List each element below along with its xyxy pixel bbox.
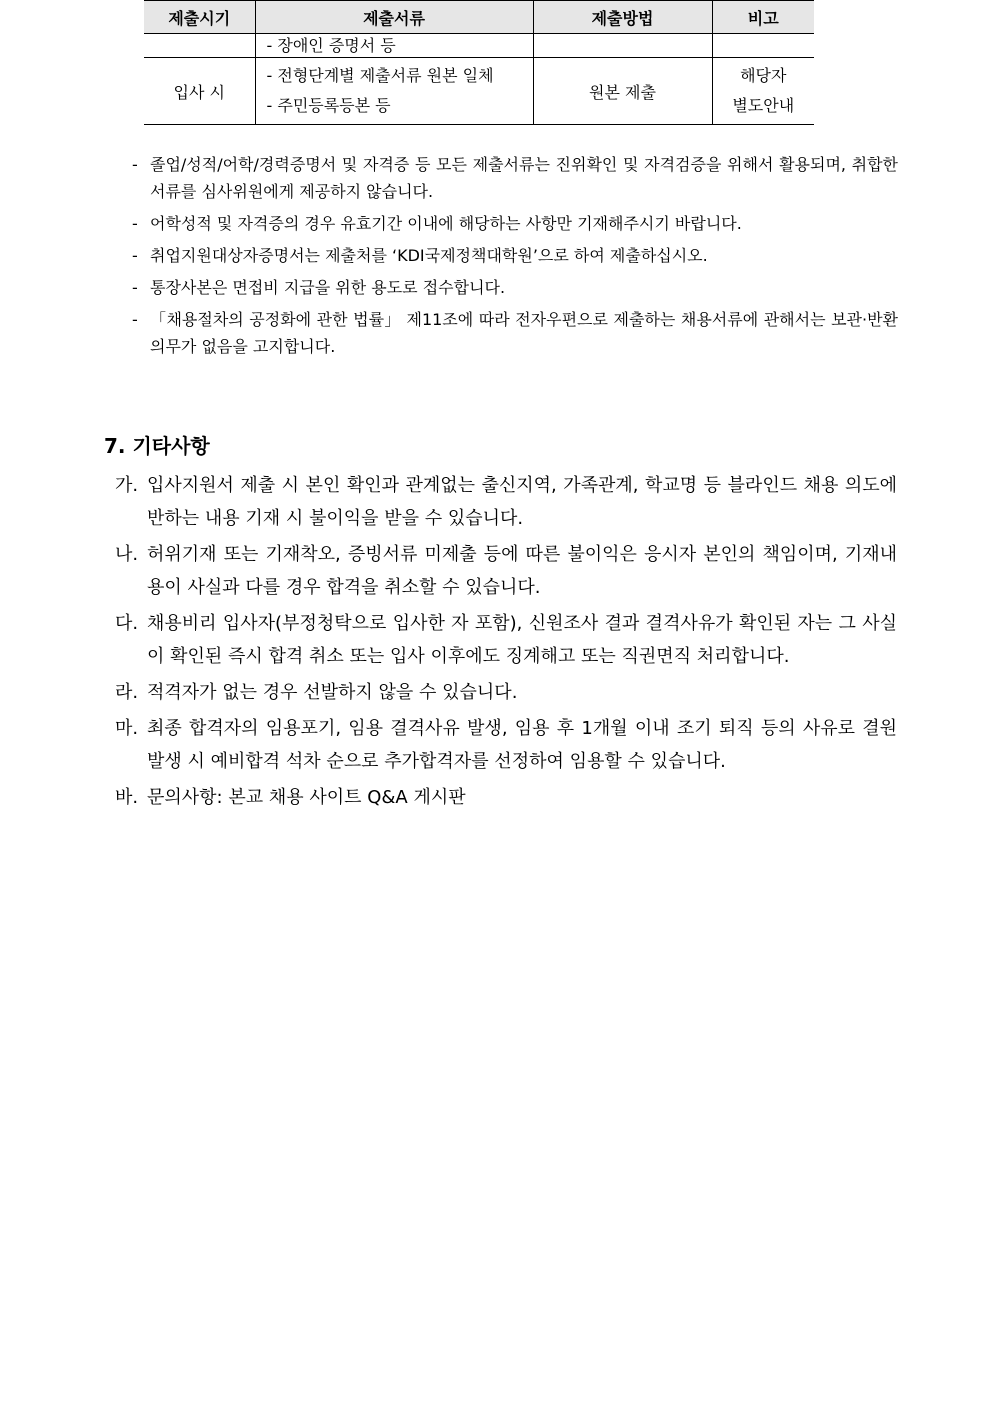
table-row [144,34,814,58]
header-documents: 제출서류 [255,1,533,34]
item-text: 입사지원서 제출 시 본인 확인과 관계없는 출신지역, 가족관계, 학교명 등 블라인드 채용 의도에 반하는 내용 기재 시 불이익을 받을 수 있습니다. [147,475,897,529]
cell-method [533,34,712,58]
section-title: 7. 기타사항 [104,434,210,458]
document-item: - 전형단계별 제출서류 원본 일체 [266,66,494,85]
cell-note [712,58,814,125]
notes-list [132,151,898,365]
header-method: 제출방법 [533,1,712,34]
cell-documents [255,34,533,58]
cell-note [712,34,814,58]
item-marker: 바. [115,787,139,808]
dash-bullet: - [132,246,138,265]
list-item [115,607,897,673]
list-item [115,538,897,604]
list-item [115,712,897,778]
list-item [115,781,897,814]
dash-bullet: - [132,214,138,233]
submission-documents-table [144,0,814,125]
note-item [132,306,898,360]
item-text: 적격자가 없는 경우 선발하지 않을 수 있습니다. [147,682,518,703]
note-item [132,151,898,205]
item-marker: 나. [115,544,139,565]
item-text: 채용비리 입사자(부정청탁으로 입사한 자 포함), 신원조사 결과 결격사유가 확인된 자는 그 사실이 확인된 즉시 합격 취소 또는 입사 이후에도 징계해고 또는 직권면직 처리합니다. [147,613,897,667]
note-text: 통장사본은 면접비 지급을 위한 용도로 접수합니다. [150,278,506,297]
header-note: 비고 [712,1,814,34]
item-text: 허위기재 또는 기재착오, 증빙서류 미제출 등에 따른 불이익은 응시자 본인의 책임이며, 기재내용이 사실과 다를 경우 합격을 취소할 수 있습니다. [147,544,897,598]
table-row [144,58,814,125]
note-item [132,242,898,269]
note-text: 취업지원대상자증명서는 제출처를 ‘KDI국제정책대학원’으로 하여 제출하십시오. [150,246,708,265]
document-item: - 장애인 증명서 등 [266,35,396,55]
cell-timing [144,34,255,58]
note-line: 해당자 [740,66,787,85]
document-item: - 주민등록등본 등 [266,96,391,115]
note-text: 어학성적 및 자격증의 경우 유효기간 이내에 해당하는 사항만 기재해주시기 바랍니다. [150,214,742,233]
item-marker: 가. [115,475,139,496]
cell-documents [255,58,533,125]
item-text: 문의사항: 본교 채용 사이트 Q&A 게시판 [147,787,466,808]
note-text: 「채용절차의 공정화에 관한 법률」 제11조에 따라 전자우편으로 제출하는 채용서류에 관해서는 보관·반환의무가 없음을 고지합니다. [150,310,898,356]
note-item [132,210,898,237]
item-text: 최종 합격자의 임용포기, 임용 결격사유 발생, 임용 후 1개월 이내 조기 퇴직 등의 사유로 결원 발생 시 예비합격 석차 순으로 추가합격자를 선정하여 임용할 수 있습니다. [147,718,897,772]
dash-bullet: - [132,155,138,174]
cell-method: 원본 제출 [533,58,712,125]
item-marker: 마. [115,718,139,739]
item-marker: 라. [115,682,139,703]
note-item [132,274,898,301]
header-timing: 제출시기 [144,1,255,34]
cell-timing: 입사 시 [144,58,255,125]
note-text: 졸업/성적/어학/경력증명서 및 자격증 등 모든 제출서류는 진위확인 및 자격검증을 위해서 활용되며, 취합한 서류를 심사위원에게 제공하지 않습니다. [150,155,898,201]
dash-bullet: - [132,278,138,297]
section-items-list [115,469,897,817]
table-header-row [144,1,814,34]
dash-bullet: - [132,310,138,329]
item-marker: 다. [115,613,139,634]
list-item [115,676,897,709]
list-item [115,469,897,535]
note-line: 별도안내 [732,96,795,115]
